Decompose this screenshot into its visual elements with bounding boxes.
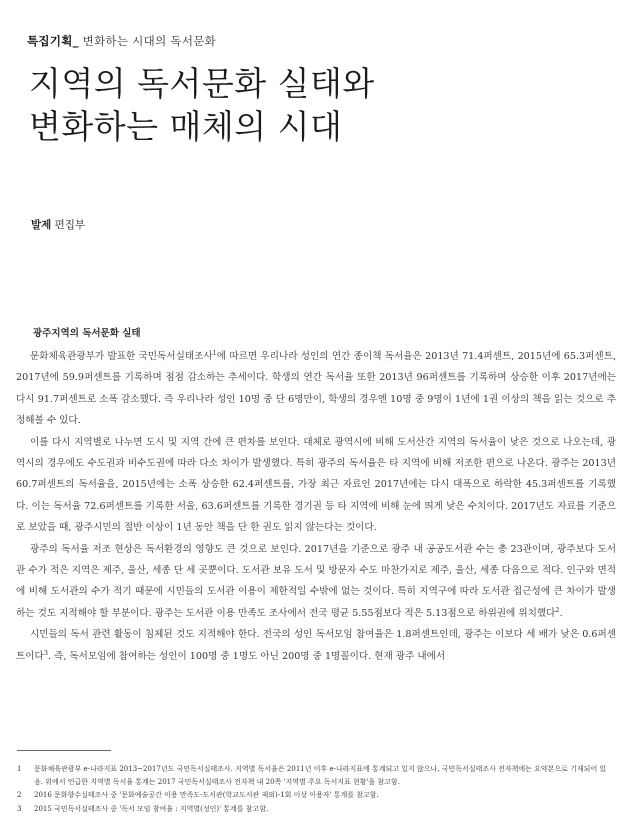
footnotes bbox=[17, 763, 615, 816]
paragraph bbox=[16, 432, 616, 539]
footnote-ref[interactable]: 2 bbox=[555, 605, 560, 614]
footnote-number: 1 bbox=[17, 765, 22, 773]
footnote bbox=[17, 789, 615, 802]
footnote-divider bbox=[17, 750, 111, 751]
paragraph-text: 광주의 독서율 저조 현상은 독서환경의 영향도 큰 것으로 보인다. 2017년을 기준으로 광주 내 공공도서관 수는 총 23관이며, 광주보다 도서관 수가 적은 지역은 제주, 울산, 세종 단 세 곳뿐이다. 도서관 보유 도서 및 방문자 수도 마찬가지로 제주, 울산, 세종 다음으로 적다. 인구와 면적에 비해 도서관의 수가 적기 때문에 시민들의 도서관 이용이 제한적일 수밖에 없는 것이다. 특히 지역구에 따라 도서관 접근성에 큰 차이가 발생하는 것도 지적해야 할 부분이다. 광주는 도서관 이용 만족도 조사에서 전국 평균 5.55점보다 적은 5.13점으로 하위권에 위치했다 bbox=[16, 543, 616, 619]
footnote bbox=[17, 803, 615, 816]
byline bbox=[31, 217, 85, 232]
title-line-1: 지역의 독서문화 실태와 bbox=[29, 64, 375, 103]
section-subtitle: 변화하는 시대의 독서문화 bbox=[82, 34, 217, 48]
running-header bbox=[27, 33, 216, 49]
paragraph-text: 이를 다시 지역별로 나누면 도시 및 지역 간에 큰 편차를 보인다. 대체로 광역시에 비해 도서산간 지역의 독서율이 낮은 것으로 나오는데, 광역시의 경우에도 수도권과 비수도권에 따라 다소 차이가 발생했다. 특히 광주의 독서율은 타 지역에 비해 저조한 편으로 나온다. 광주는 2013년 60.7퍼센트의 독서율을, 2015년에는 소폭 상승한 62.4퍼센트를, 가장 최근 자료인 2017년에는 다시 대폭으로 하락한 45.3퍼센트를 기록했다. 이는 독서율 72.6퍼센트를 기록한 서울, 63.6퍼센트를 기록한 경기권 등 타 지역에 비해 눈에 띄게 낮은 수치이다. 2017년도 자료를 기준으로 보았을 때, 광주시민의 절반 이상이 1년 동안 책을 단 한 권도 읽지 않는다는 것이다. bbox=[16, 436, 616, 534]
paragraph bbox=[16, 624, 616, 667]
paragraph-text: . bbox=[559, 607, 563, 619]
footnote-text: 2015 국민독서실태조사 중 '독서 모임 참여율 : 지역별(성인)' 통계를 참고함. bbox=[34, 804, 269, 813]
section-label: 특집기획_ bbox=[27, 34, 79, 48]
paragraph-text: 시민들의 독서 관련 활동이 침체된 것도 지적해야 한다. 전국의 성인 독서모임 참여율은 1.8퍼센트인데, 광주는 이보다 세 배가 낮은 0.6퍼센트이다 bbox=[16, 629, 616, 662]
byline-author: 편집부 bbox=[54, 219, 86, 231]
paragraph-text: 문화체육관광부가 발표한 국민독서실태조사 bbox=[30, 351, 213, 362]
paragraph-text: . 즉, 독서모임에 참여하는 성인이 100명 중 1명도 아닌 200명 중 1명꼴이다. 현재 광주 내에서 bbox=[47, 650, 446, 662]
footnote-number: 3 bbox=[17, 804, 22, 813]
byline-label: 발제 bbox=[31, 219, 52, 231]
footnote-ref[interactable]: 1 bbox=[212, 348, 217, 357]
section-heading: 광주지역의 독서문화 실태 bbox=[33, 328, 141, 339]
article-body bbox=[16, 346, 616, 667]
footnote bbox=[17, 763, 615, 789]
paragraph bbox=[16, 346, 616, 432]
footnote-ref[interactable]: 3 bbox=[43, 648, 48, 657]
article-title bbox=[29, 62, 609, 148]
paragraph bbox=[16, 539, 616, 625]
title-line-2: 변화하는 매체의 시대 bbox=[29, 107, 343, 146]
footnote-number: 2 bbox=[17, 791, 22, 800]
footnote-text: 2016 문화향수실태조사 중 '문화예술공간 이용 만족도-도서관(학교도서관 제외)-1회 이상 이용자' 통계를 참고함. bbox=[34, 791, 379, 800]
footnote-text: 문화체육관광부 e-나라지표 2013~2017년도 국민독서실태조사. 지역별 독서율은 2011년 이후 e-나라지표에 통계되고 있지 않으나, 국민독서실태조사 전자책에는 요약본으로 기재되어 있음. 위에서 언급한 지역별 독서율 통계는 2017 국민독서실태조사 전자책 내 20쪽 '지역별 주요 독서지표 현황'을 참고함. bbox=[34, 765, 607, 787]
paragraph-text: 에 따르면 우리나라 성인의 연간 종이책 독서율은 2013년 71.4퍼센트, 2015년에 65.3퍼센트, 2017년에 59.9퍼센트를 기록하며 점점 감소하는 추세이다. 학생의 연간 독서율 또한 2013년 96퍼센트를 기록하며 상승한 이후 2017년에는 다시 91.7퍼센트로 소폭 감소했다. 즉 우리나라 성인 10명 중 단 6명만이, 학생의 경우엔 10명 중 9명이 1년에 1권 이상의 책을 읽는 것으로 추정해볼 수 있다. bbox=[16, 351, 617, 427]
